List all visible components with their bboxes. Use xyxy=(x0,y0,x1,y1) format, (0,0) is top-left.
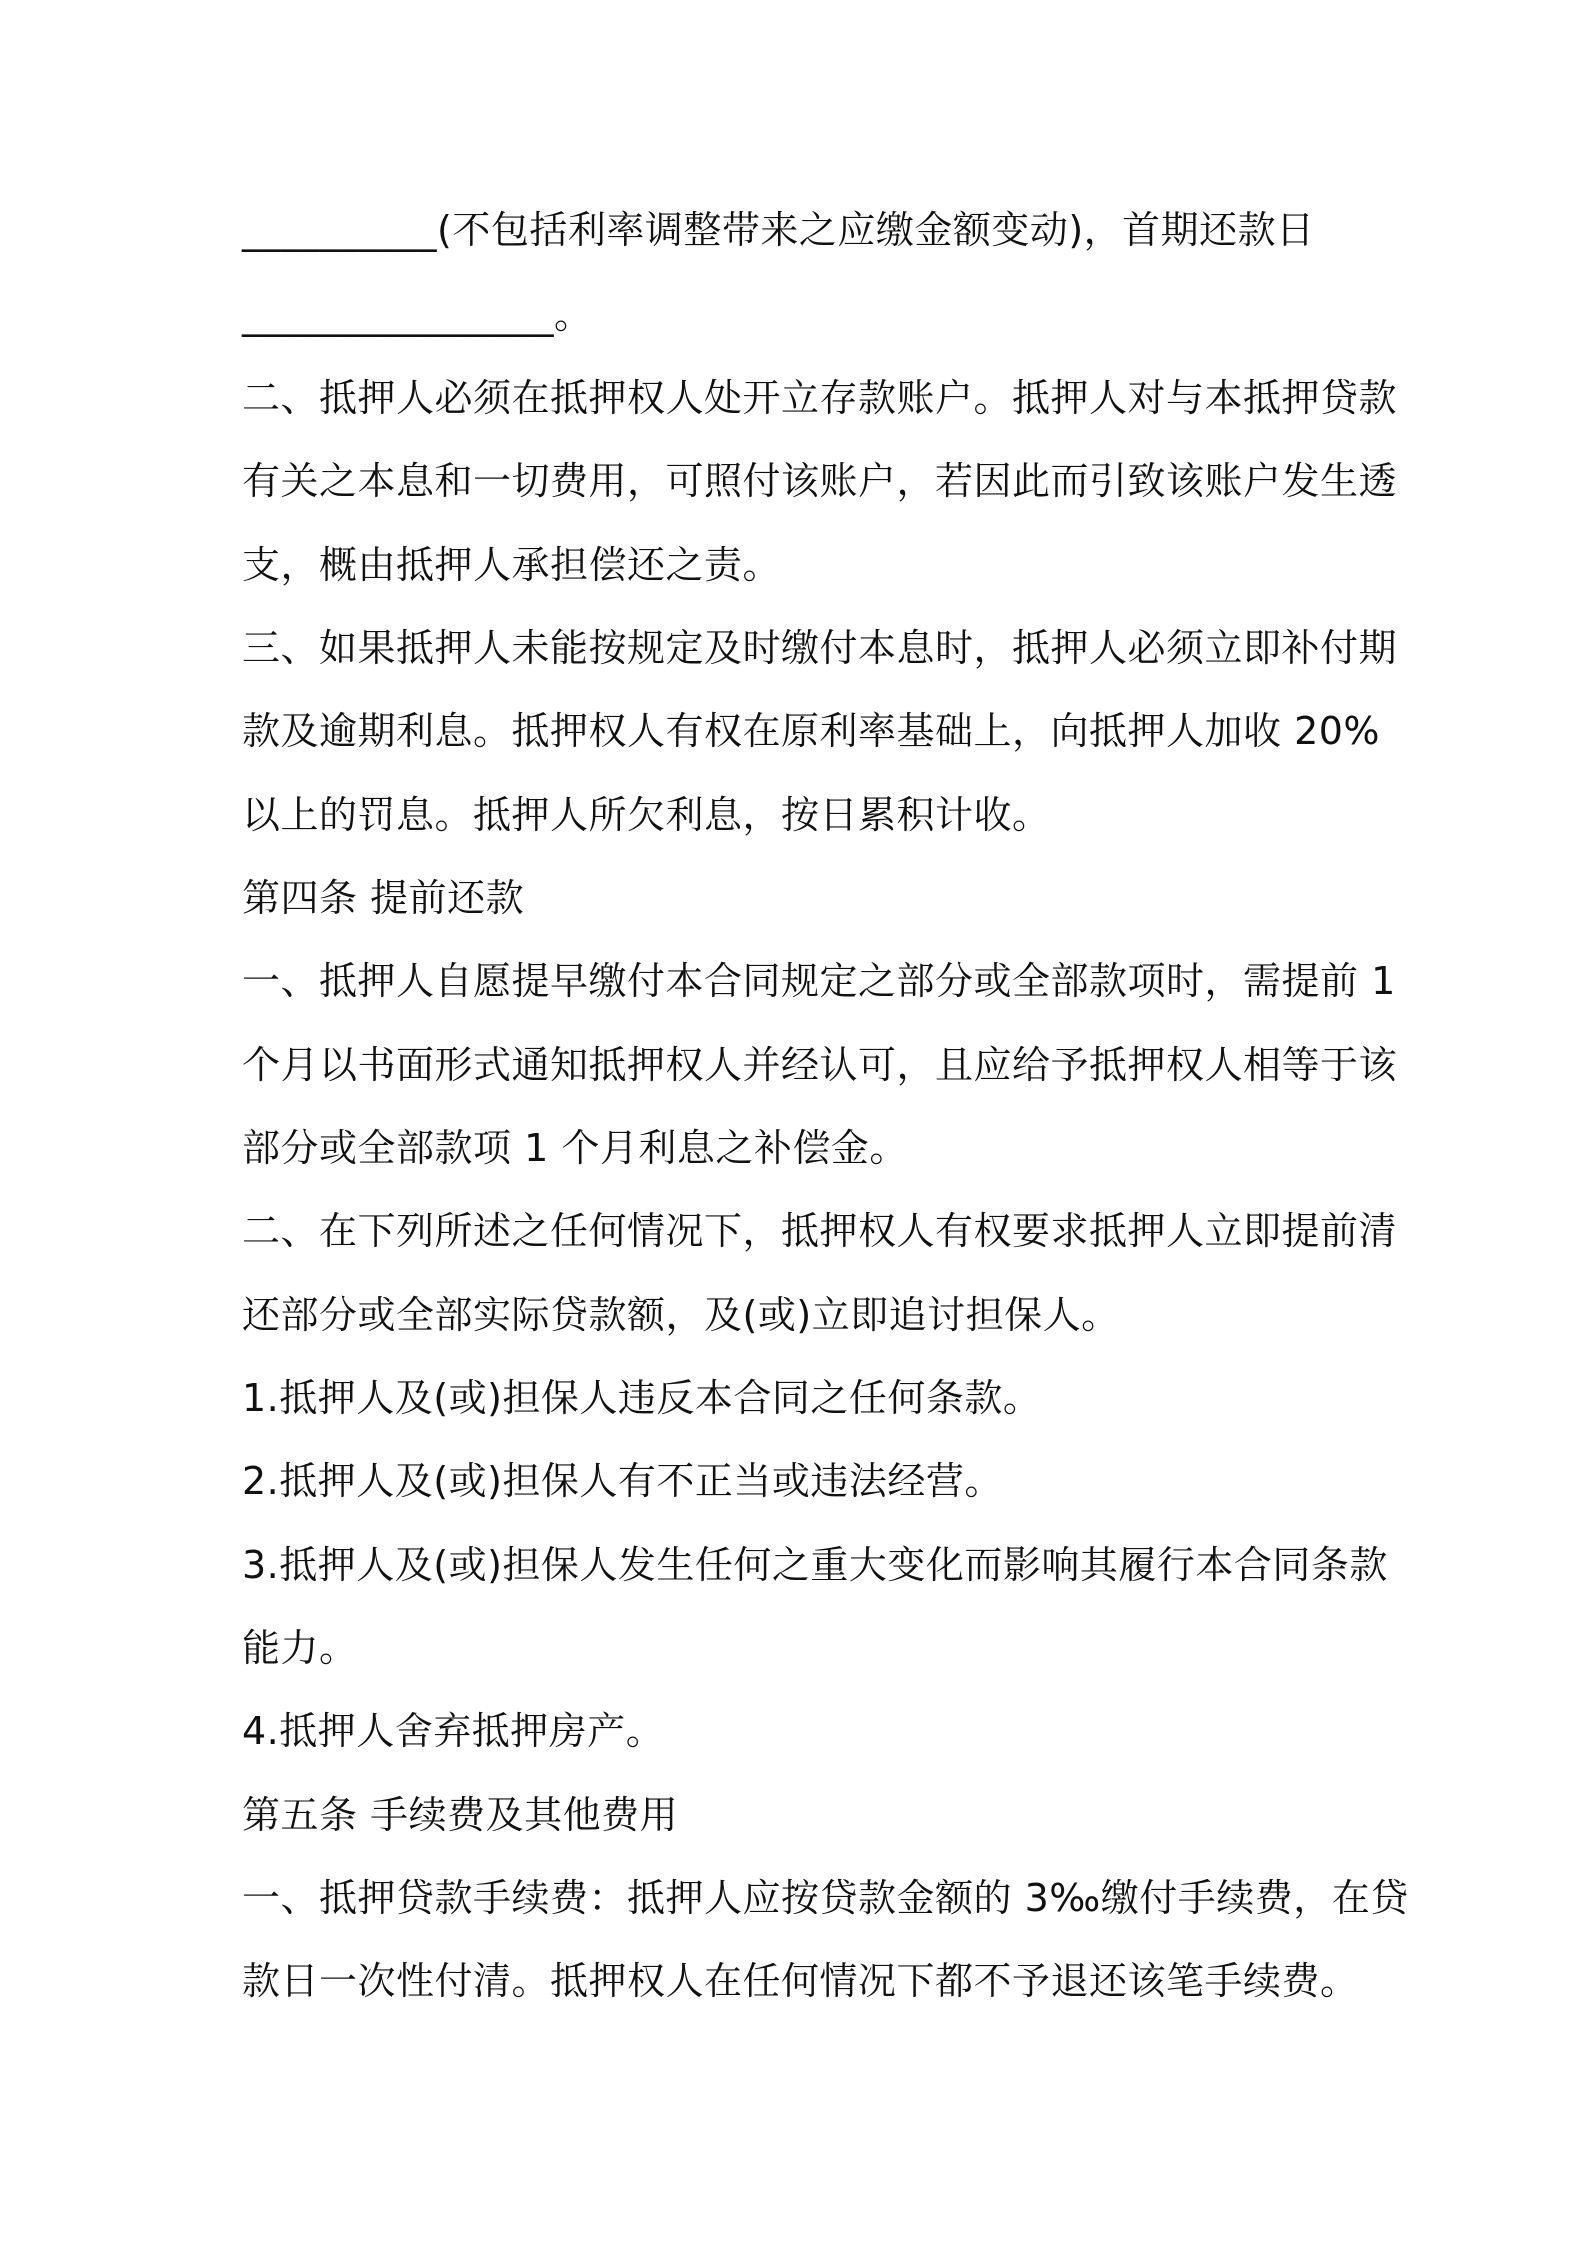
text-line: ________________。 xyxy=(242,293,593,337)
list-item: 4.抵押人舍弃抵押房产。 xyxy=(242,1709,665,1753)
text-line: __________(不包括利率调整带来之应缴金额变动)，首期还款日 xyxy=(242,208,1315,252)
text-line: 部分或全部款项 1 个月利息之补偿金。 xyxy=(242,1126,908,1170)
text-line: 一、抵押人自愿提早缴付本合同规定之部分或全部款项时，需提前 1 xyxy=(242,959,1396,1003)
text-line: 以上的罚息。抵押人所欠利息，按日累积计收。 xyxy=(242,793,1051,837)
section-heading: 第四条 提前还款 xyxy=(242,876,525,920)
text-line: 二、在下列所述之任何情况下，抵押权人有权要求抵押人立即提前清 xyxy=(242,1209,1398,1253)
text-line: 款及逾期利息。抵押权人有权在原利率基础上，向抵押人加收 20% xyxy=(242,709,1381,753)
list-item: 1.抵押人及(或)担保人违反本合同之任何条款。 xyxy=(242,1376,1042,1420)
text-line: 二、抵押人必须在抵押权人处开立存款账户。抵押人对与本抵押贷款 xyxy=(242,376,1398,420)
text-line: 支，概由抵押人承担偿还之责。 xyxy=(242,543,782,587)
text-line: 款日一次性付清。抵押权人在任何情况下都不予退还该笔手续费。 xyxy=(242,1959,1359,2003)
text-line: 一、抵押贷款手续费：抵押人应按贷款金额的 3‰缴付手续费，在贷 xyxy=(242,1876,1409,1920)
list-item: 2.抵押人及(或)担保人有不正当或违法经营。 xyxy=(242,1459,1003,1503)
section-heading: 第五条 手续费及其他费用 xyxy=(242,1793,679,1837)
text-line: 有关之本息和一切费用，可照付该账户，若因此而引致该账户发生透 xyxy=(242,459,1398,503)
list-item-continuation: 能力。 xyxy=(242,1626,358,1670)
text-line: 还部分或全部实际贷款额，及(或)立即追讨担保人。 xyxy=(242,1293,1120,1337)
text-line: 个月以书面形式通知抵押权人并经认可，且应给予抵押权人相等于该 xyxy=(242,1043,1398,1087)
list-item: 3.抵押人及(或)担保人发生任何之重大变化而影响其履行本合同条款 xyxy=(242,1543,1388,1587)
text-line: 三、如果抵押人未能按规定及时缴付本息时，抵押人必须立即补付期 xyxy=(242,626,1398,670)
